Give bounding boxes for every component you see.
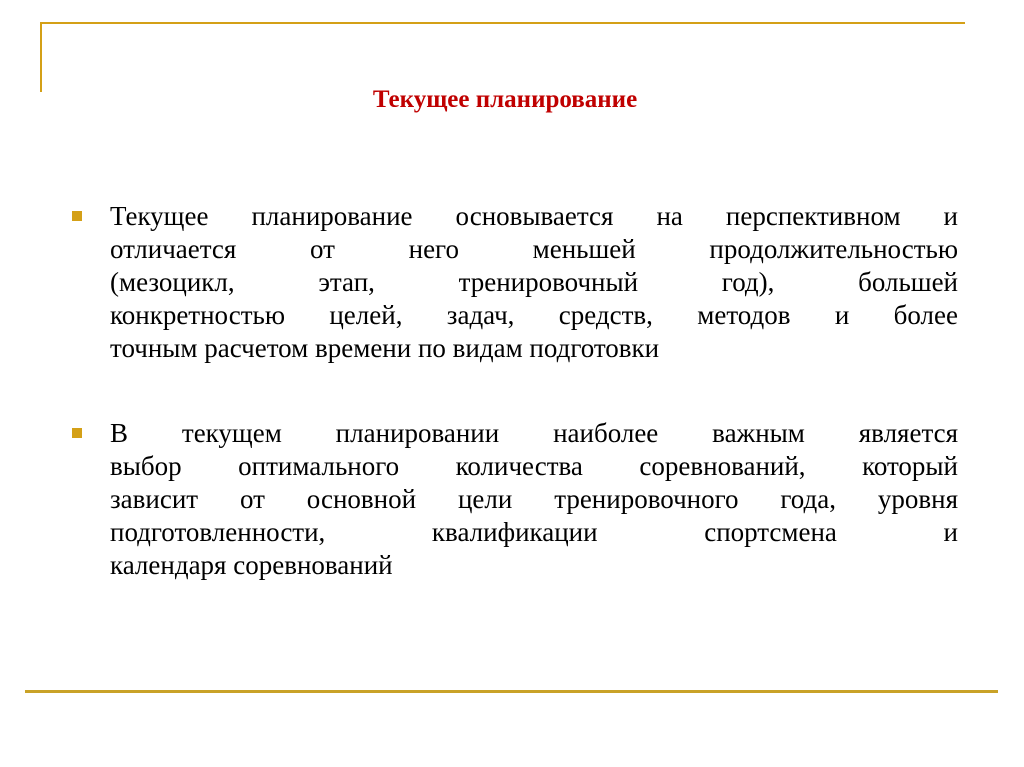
text-line: Текущее планирование основывается на перспективном и xyxy=(110,201,958,231)
bottom-divider xyxy=(25,690,998,693)
text-line: подготовленности, квалификации спортсмена и xyxy=(110,517,958,547)
bullet-icon xyxy=(72,211,82,221)
top-divider xyxy=(40,22,965,24)
text-line: В текущем планировании наиболее важным является xyxy=(110,418,958,448)
text-line: выбор оптимального количества соревнований, который xyxy=(110,451,958,481)
bullet-icon xyxy=(72,428,82,438)
text-line: (мезоцикл, этап, тренировочный год), большей xyxy=(110,267,958,297)
text-line: календаря соревнований xyxy=(110,550,393,580)
left-divider xyxy=(40,22,42,92)
text-line: конкретностью целей, задач, средств, методов и более xyxy=(110,300,958,330)
bullet-paragraph-2 xyxy=(110,417,958,582)
text-line: зависит от основной цели тренировочного года, уровня xyxy=(110,484,958,514)
text-line: точным расчетом времени по видам подготовки xyxy=(110,333,660,363)
slide-title: Текущее планирование xyxy=(372,86,638,113)
bullet-paragraph-1 xyxy=(110,200,958,365)
text-line: отличается от него меньшей продолжительностью xyxy=(110,234,958,264)
